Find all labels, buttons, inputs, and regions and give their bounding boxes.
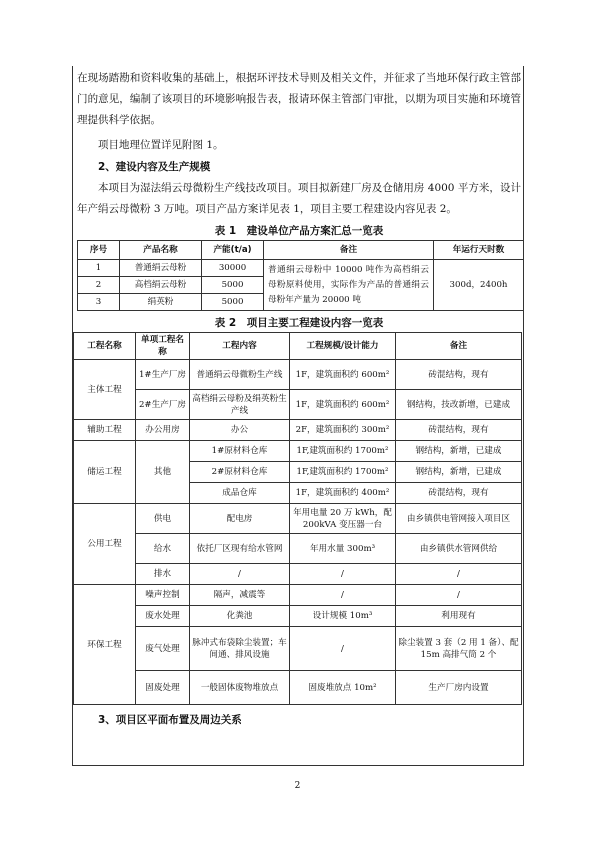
paragraph-project: 本项目为湿法绢云母微粉生产线技改项目。项目拟新建厂房及仓储用房 4000 平方米，设计年产绢云母微粉 3 万吨。项目产品方案详见表 1，项目主要工程建设内容见表 2。 <box>77 182 521 215</box>
table-cell: 5000 <box>202 277 264 294</box>
table-cell: 2#原材料仓库 <box>190 462 290 483</box>
table-cell: 钢结构，技改新增，已建成 <box>396 390 522 420</box>
table-row <box>74 390 522 420</box>
table-cell: 1#原材料仓库 <box>190 441 290 462</box>
table-cell: 1F，建筑面积约 600m² <box>290 390 396 420</box>
table-cell: 钢结构，新增，已建成 <box>396 441 522 462</box>
table-row <box>78 260 524 277</box>
header-cell: 备注 <box>264 241 434 260</box>
table-row <box>74 420 522 441</box>
table-cell: 1F,建筑面积约 1700m² <box>290 462 396 483</box>
table-row <box>74 606 522 627</box>
header-cell: 产能(t/a) <box>202 241 264 260</box>
table-cell: 脉冲式布袋除尘装置；车间通、排风设施 <box>190 627 290 671</box>
page-number: 2 <box>294 781 301 791</box>
table-cell: / <box>190 564 290 585</box>
paragraph-location: 项目地理位置详见附图 1。 <box>98 139 224 151</box>
paragraph-intro: 在现场踏勘和资料收集的基础上，根据环评技术导则及相关文件，并征求了当地环保行政主管部门的意见，编制了该项目的环境影响报告表，报请环保主管部门审批，以期为项目实施和环境管理提供科学依据。 <box>77 72 521 126</box>
table-cell: 除尘装置 3 套（2 用 1 备）、配 15m 高排气筒 2 个 <box>396 627 522 671</box>
table-cell: 化粪池 <box>190 606 290 627</box>
table-cell: 废水处理 <box>136 606 190 627</box>
table-cell: 由乡镇供水管网供给 <box>396 534 522 564</box>
group-cell-env: 环保工程 <box>74 585 136 705</box>
table-cell: 砖混结构，现有 <box>396 420 522 441</box>
section-heading-layout: 3、项目区平面布置及周边关系 <box>98 714 242 726</box>
table-cell: / <box>396 564 522 585</box>
table-cell: 配电房 <box>190 504 290 534</box>
table-row <box>74 564 522 585</box>
table-cell: 利用现有 <box>396 606 522 627</box>
table-row <box>74 534 522 564</box>
group-cell-utility: 公用工程 <box>74 504 136 585</box>
table-cell: 高档绢云母粉及绢英粉生产线 <box>190 390 290 420</box>
group-cell-aux: 辅助工程 <box>74 420 136 441</box>
table-runtime-cell: 300d，2400h <box>434 260 524 311</box>
header-cell: 工程内容 <box>190 333 290 360</box>
table-cell: 成品仓库 <box>190 483 290 504</box>
table-cell: 生产厂房内设置 <box>396 671 522 705</box>
table-cell: / <box>290 627 396 671</box>
table-cell: 钢结构，新增，已建成 <box>396 462 522 483</box>
table-cell: 年用电量 20 万 kWh，配 200kVA 变压器一台 <box>290 504 396 534</box>
table-cell: / <box>290 585 396 606</box>
group-cell-storage: 储运工程 <box>74 441 136 504</box>
table1-caption: 表 1 建设单位产品方案汇总一览表 <box>214 225 384 237</box>
table-cell: 2 <box>78 277 120 294</box>
table-cell: 普通绢云母微粉生产线 <box>190 360 290 390</box>
table-row <box>74 360 522 390</box>
table-cell: 30000 <box>202 260 264 277</box>
header-cell: 序号 <box>78 241 120 260</box>
construction-table <box>73 332 522 705</box>
table-cell: 绢英粉 <box>120 294 202 311</box>
header-cell: 工程规模/设计能力 <box>290 333 396 360</box>
table-row <box>74 671 522 705</box>
table-header-row <box>74 333 522 360</box>
table-cell: 1F，建筑面积约 400m² <box>290 483 396 504</box>
table-cell: 排水 <box>136 564 190 585</box>
section-heading-construction: 2、建设内容及生产规模 <box>98 161 211 173</box>
table-cell: 2F，建筑面积约 300m² <box>290 420 396 441</box>
table-cell: 高档绢云母粉 <box>120 277 202 294</box>
table-row <box>74 441 522 462</box>
group-cell-main: 主体工程 <box>74 360 136 420</box>
table-cell: 隔声，减震等 <box>190 585 290 606</box>
header-cell: 备注 <box>396 333 522 360</box>
table-cell: 3 <box>78 294 120 311</box>
table-cell: 其他 <box>136 441 190 504</box>
table-cell: 办公 <box>190 420 290 441</box>
table-cell: 一般固体废物堆放点 <box>190 671 290 705</box>
table-cell: 固废堆放点 10m² <box>290 671 396 705</box>
table-cell: / <box>396 585 522 606</box>
table-row <box>74 504 522 534</box>
table-cell: 设计规模 10m³ <box>290 606 396 627</box>
table-cell: 噪声控制 <box>136 585 190 606</box>
table-cell: 供电 <box>136 504 190 534</box>
table-cell: 给水 <box>136 534 190 564</box>
table-cell: 1F，建筑面积约 600m² <box>290 360 396 390</box>
table-row <box>74 585 522 606</box>
table-note-cell: 普通绢云母粉中 10000 吨作为高档绢云母粉原料使用，实际作为产品的普通绢云母粉年产量为 20000 吨 <box>264 260 434 311</box>
table-cell: 5000 <box>202 294 264 311</box>
header-cell: 年运行天时数 <box>434 241 524 260</box>
table2-caption: 表 2 项目主要工程建设内容一览表 <box>214 317 384 329</box>
table-row <box>74 627 522 671</box>
product-table <box>77 240 524 311</box>
table-cell: 由乡镇供电管网接入项目区 <box>396 504 522 534</box>
table-cell: 砖混结构，现有 <box>396 360 522 390</box>
table-cell: 依托厂区现有给水管网 <box>190 534 290 564</box>
table-cell: 年用水量 300m³ <box>290 534 396 564</box>
header-cell: 产品名称 <box>120 241 202 260</box>
table-cell: 砖混结构，现有 <box>396 483 522 504</box>
table-cell: 固废处理 <box>136 671 190 705</box>
document-body <box>77 68 521 731</box>
header-cell: 单项工程名称 <box>136 333 190 360</box>
table-cell: 2#生产厂房 <box>136 390 190 420</box>
table-cell: 办公用房 <box>136 420 190 441</box>
table-cell: 普通绢云母粉 <box>120 260 202 277</box>
table-header-row <box>78 241 524 260</box>
table-cell: / <box>290 564 396 585</box>
table-cell: 1F,建筑面积约 1700m² <box>290 441 396 462</box>
table-cell: 1 <box>78 260 120 277</box>
header-cell: 工程名称 <box>74 333 136 360</box>
table-cell: 废气处理 <box>136 627 190 671</box>
table-cell: 1#生产厂房 <box>136 360 190 390</box>
